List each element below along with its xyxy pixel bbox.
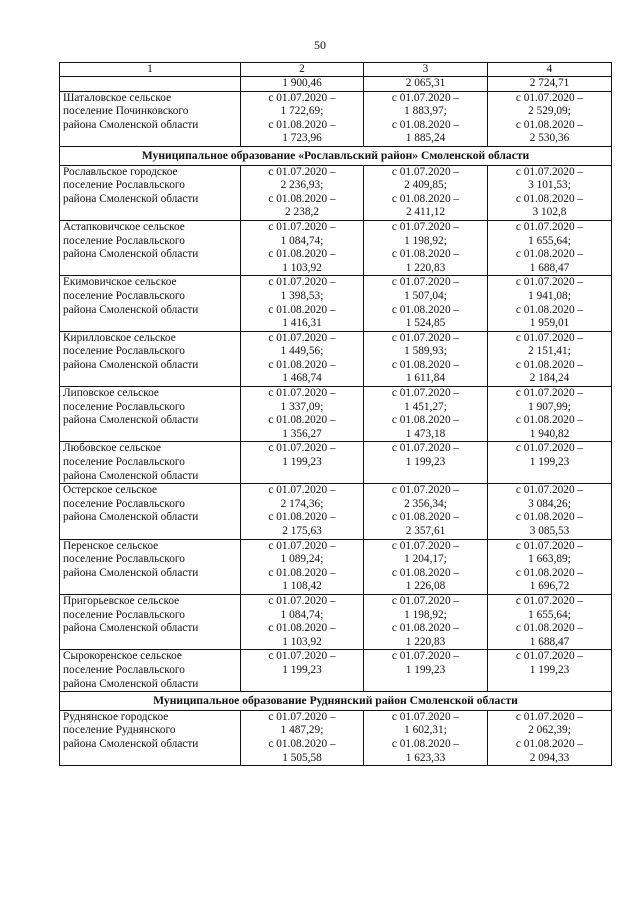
tariff-value-cell-col2 — [241, 710, 364, 765]
tariff-value-line: 1 722,69; — [280, 105, 324, 118]
tariff-value-line: 1 941,08; — [528, 289, 571, 302]
tariff-value-line: 1 198,92; — [404, 234, 447, 247]
tariff-value-line: 1 611,84 — [405, 372, 446, 385]
tariff-value-line: с 01.07.2020 – — [515, 91, 584, 104]
settlement-name-line: поселение Рославльского — [63, 456, 185, 469]
tariff-value-line: с 01.08.2020 – — [391, 118, 460, 131]
tariff-value-line: с 01.07.2020 – — [268, 484, 336, 497]
tariff-value-line: с 01.08.2020 – — [515, 192, 584, 205]
tariff-value-cell-col2 — [241, 165, 364, 220]
settlement-name-line: района Смоленской области — [63, 737, 199, 750]
tariff-value-line: с 01.07.2020 – — [268, 165, 336, 178]
tariff-value-cell-col3 — [364, 650, 488, 692]
tariff-value-line: с 01.08.2020 – — [268, 737, 336, 750]
tariff-value-line: с 01.08.2020 – — [391, 737, 460, 750]
tariff-value-line: 1 220,83 — [405, 261, 446, 274]
tariff-value-line: с 01.08.2020 – — [268, 622, 336, 635]
tariff-value-line: 1 688,47 — [529, 261, 570, 274]
tariff-value-line: с 01.08.2020 – — [268, 192, 336, 205]
tariff-value-line: 1 623,33 — [405, 751, 446, 764]
tariff-value-cell-col2 — [241, 77, 364, 92]
settlement-name-line: поселение Починковского — [63, 105, 189, 118]
tariff-value-line: 2 094,33 — [529, 751, 570, 764]
tariff-value-line: с 01.07.2020 – — [268, 539, 336, 552]
tariff-value-line: 2 409,85; — [404, 179, 447, 192]
tariff-value-line: с 01.08.2020 – — [515, 622, 584, 635]
tariff-value-line: с 01.07.2020 – — [391, 594, 460, 607]
tariff-value-line: 2 175,63 — [282, 525, 322, 537]
tariff-value-cell-col3 — [364, 594, 488, 649]
tariff-value-line: 1 468,74 — [282, 372, 322, 385]
settlement-name-line: поселение Рославльского — [63, 553, 185, 566]
tariff-value-cell-col3 — [364, 331, 488, 386]
tariff-value-line: 1 398,53; — [280, 289, 324, 302]
tariff-value-cell-col3 — [364, 387, 488, 442]
settlement-name-cell — [60, 77, 241, 92]
tariff-value-line: 2 356,34; — [404, 497, 447, 510]
tariff-value-line: с 01.07.2020 – — [391, 91, 460, 104]
tariff-value-cell-col3 — [364, 442, 488, 484]
tariff-value-line: 1 103,92 — [282, 635, 322, 648]
settlement-name-line: Екимовичское сельское — [63, 276, 177, 289]
settlement-name-line: района Смоленской области — [63, 118, 199, 131]
tariff-value-line: 1 103,92 — [282, 261, 322, 274]
table-row — [60, 594, 612, 649]
settlement-name-line: поселение Рославльского — [63, 179, 185, 192]
tariff-value-cell-col3 — [364, 91, 488, 146]
tariff-value-line: с 01.08.2020 – — [391, 622, 460, 635]
tariff-value-line: с 01.08.2020 – — [515, 248, 584, 261]
tariff-value-line: с 01.08.2020 – — [515, 737, 584, 750]
table-row — [60, 710, 612, 765]
tariff-value-cell-col2 — [241, 539, 364, 594]
tariff-value-line: с 01.07.2020 – — [515, 539, 584, 552]
tariff-value-cell-col4 — [488, 387, 612, 442]
tariff-value-cell-col2 — [241, 650, 364, 692]
tariff-value-cell-col4 — [488, 165, 612, 220]
settlement-name-line: Кирилловское сельское — [63, 331, 176, 344]
tariff-value-line: 2 065,31 — [405, 77, 446, 89]
tariff-value-line: с 01.08.2020 – — [515, 303, 584, 316]
tariff-value-line: с 01.07.2020 – — [268, 91, 336, 104]
page-number: 50 — [314, 38, 326, 52]
column-number-row — [60, 63, 612, 77]
table-row — [60, 539, 612, 594]
settlement-name-cell — [60, 276, 241, 331]
tariff-value-line: 1 655,64; — [528, 608, 571, 621]
tariff-value-cell-col3 — [364, 484, 488, 539]
settlement-name-cell — [60, 594, 241, 649]
tariff-value-cell-col3 — [364, 539, 488, 594]
tariff-value-cell-col4 — [488, 220, 612, 275]
tariff-value-line: 1 199,23 — [405, 456, 446, 469]
settlement-name-line: Липовское сельское — [63, 387, 159, 400]
tariff-value-line: 2 357,61 — [405, 525, 446, 537]
tariff-value-line: 1 602,31; — [404, 724, 447, 737]
tariff-value-line: 1 204,17; — [404, 553, 447, 566]
settlement-name-cell — [60, 484, 241, 539]
tariff-value-line: с 01.07.2020 – — [391, 220, 460, 233]
tariff-value-line: 3 085,53 — [529, 525, 570, 537]
tariff-value-line: с 01.07.2020 – — [391, 387, 460, 400]
tariff-value-cell-col2 — [241, 442, 364, 484]
tariff-value-line: 2 724,71 — [529, 77, 570, 89]
tariff-value-cell-col4 — [488, 331, 612, 386]
settlement-name-line: района Смоленской области — [63, 248, 199, 261]
settlement-name-line: поселение Рославльского — [63, 234, 185, 247]
tariff-value-line: с 01.07.2020 – — [268, 220, 336, 233]
tariff-value-line: 1 089,24; — [280, 553, 324, 566]
tariff-value-line: с 01.07.2020 – — [268, 442, 336, 455]
tariff-value-line: 3 101,53; — [528, 179, 571, 192]
tariff-value-line: с 01.07.2020 – — [391, 331, 460, 344]
settlement-name-cell — [60, 387, 241, 442]
settlement-name-line: района Смоленской области — [63, 358, 199, 371]
column-number-4: 4 — [488, 63, 612, 77]
tariff-value-line: 1 507,04; — [404, 289, 447, 302]
tariff-value-line: с 01.08.2020 – — [515, 414, 584, 427]
settlement-name-line: Сырокоренское сельское — [63, 650, 182, 663]
tariff-value-line: с 01.07.2020 – — [515, 710, 584, 723]
tariff-value-line: с 01.08.2020 – — [391, 303, 460, 316]
table-row — [60, 650, 612, 692]
tariff-table — [59, 62, 612, 766]
tariff-value-cell-col4 — [488, 594, 612, 649]
tariff-value-line: с 01.07.2020 – — [515, 276, 584, 289]
tariff-value-line: с 01.08.2020 – — [515, 511, 584, 524]
tariff-value-line: с 01.08.2020 – — [391, 358, 460, 371]
settlement-name-line: района Смоленской области — [63, 566, 199, 579]
tariff-value-line: 1 885,24 — [405, 132, 446, 145]
tariff-value-cell-col3 — [364, 710, 488, 765]
tariff-value-line: 1 199,23 — [529, 456, 570, 469]
tariff-value-line: 2 236,93; — [280, 179, 324, 192]
column-number-1: 1 — [60, 63, 241, 77]
tariff-value-line: 3 102,8 — [532, 206, 567, 219]
tariff-value-line: с 01.08.2020 – — [268, 358, 336, 371]
tariff-value-line: с 01.08.2020 – — [515, 566, 584, 579]
settlement-name-line: района Смоленской области — [63, 192, 199, 205]
tariff-value-line: с 01.07.2020 – — [515, 331, 584, 344]
tariff-value-line: 1 505,58 — [282, 751, 322, 764]
tariff-value-cell-col2 — [241, 331, 364, 386]
settlement-name-line: поселение Рославльского — [63, 345, 185, 358]
tariff-value-line: с 01.07.2020 – — [268, 710, 336, 723]
tariff-value-line: 1 589,93; — [404, 345, 447, 358]
settlement-name-line: поселение Руднянского — [63, 724, 176, 737]
tariff-value-line: 1 199,23 — [282, 663, 322, 676]
settlement-name-cell — [60, 331, 241, 386]
settlement-name-line: Пригорьевское сельское — [63, 594, 180, 607]
tariff-value-line: 1 084,74; — [280, 234, 324, 247]
section-title: Муниципальное образование «Рославльский район» Смоленской области — [60, 146, 612, 165]
tariff-value-line: с 01.08.2020 – — [391, 566, 460, 579]
tariff-value-cell-col4 — [488, 650, 612, 692]
tariff-value-line: с 01.08.2020 – — [268, 303, 336, 316]
tariff-value-line: с 01.08.2020 – — [391, 511, 460, 524]
tariff-value-line: с 01.07.2020 – — [515, 387, 584, 400]
tariff-value-line: 1 084,74; — [280, 608, 324, 621]
tariff-value-line: с 01.07.2020 – — [268, 387, 336, 400]
tariff-value-line: 1 220,83 — [405, 635, 446, 648]
settlement-name-line: поселение Рославльского — [63, 289, 185, 302]
tariff-value-line: с 01.07.2020 – — [391, 442, 460, 455]
settlement-name-cell — [60, 539, 241, 594]
tariff-value-line: 2 530,36 — [529, 132, 570, 145]
settlement-name-cell — [60, 165, 241, 220]
settlement-name-line: района Смоленской области — [63, 414, 199, 427]
tariff-value-line: 2 151,41; — [528, 345, 571, 358]
tariff-value-line: с 01.07.2020 – — [515, 484, 584, 497]
tariff-value-line: с 01.08.2020 – — [268, 511, 336, 524]
tariff-value-cell-col2 — [241, 594, 364, 649]
tariff-value-line: с 01.07.2020 – — [391, 710, 460, 723]
tariff-value-cell-col4 — [488, 539, 612, 594]
tariff-value-line: 1 226,08 — [405, 580, 446, 593]
tariff-value-line: с 01.08.2020 – — [391, 248, 460, 261]
tariff-value-line: с 01.07.2020 – — [268, 594, 336, 607]
tariff-value-cell-col4 — [488, 77, 612, 92]
settlement-name-line: района Смоленской области — [63, 677, 199, 690]
tariff-value-line: 1 487,29; — [280, 724, 324, 737]
tariff-value-cell-col4 — [488, 276, 612, 331]
settlement-name-line: поселение Рославльского — [63, 400, 185, 413]
tariff-value-line: с 01.07.2020 – — [268, 276, 336, 289]
tariff-value-line: 1 337,09; — [280, 400, 324, 413]
table-row — [60, 387, 612, 442]
tariff-value-line: 1 940,82 — [529, 427, 570, 440]
tariff-value-line: с 01.07.2020 – — [515, 220, 584, 233]
settlement-name-line: района Смоленской области — [63, 622, 199, 635]
tariff-value-cell-col2 — [241, 91, 364, 146]
tariff-value-line: 3 084,26; — [528, 497, 571, 510]
tariff-value-cell-col2 — [241, 387, 364, 442]
tariff-value-line: 2 062,39; — [528, 724, 571, 737]
tariff-value-line: с 01.08.2020 – — [268, 566, 336, 579]
settlement-name-line: района Смоленской области — [63, 511, 199, 524]
tariff-value-cell-col2 — [241, 220, 364, 275]
tariff-value-cell-col3 — [364, 77, 488, 92]
tariff-value-line: с 01.07.2020 – — [515, 594, 584, 607]
tariff-value-line: 2 411,12 — [405, 206, 446, 219]
tariff-value-line: 2 184,24 — [529, 372, 570, 385]
settlement-name-line: Любовское сельское — [63, 442, 162, 455]
tariff-value-line: 2 529,09; — [528, 105, 571, 118]
table-row — [60, 220, 612, 275]
table-row — [60, 484, 612, 539]
tariff-value-line: 2 238,2 — [285, 206, 319, 219]
tariff-value-line: 1 959,01 — [529, 317, 570, 330]
tariff-value-line: 1 416,31 — [282, 317, 322, 330]
tariff-value-cell-col4 — [488, 442, 612, 484]
tariff-value-line: с 01.08.2020 – — [268, 414, 336, 427]
settlement-name-cell — [60, 710, 241, 765]
tariff-value-line: 1 688,47 — [529, 635, 570, 648]
tariff-value-line: с 01.08.2020 – — [268, 248, 336, 261]
tariff-value-line: с 01.07.2020 – — [268, 650, 336, 663]
tariff-value-line: с 01.08.2020 – — [268, 118, 336, 131]
tariff-value-line: с 01.08.2020 – — [391, 192, 460, 205]
tariff-value-line: 1 473,18 — [405, 427, 446, 440]
tariff-value-line: с 01.07.2020 – — [391, 650, 460, 663]
table-row — [60, 442, 612, 484]
tariff-value-line: с 01.07.2020 – — [515, 165, 584, 178]
tariff-value-line: 1 199,23 — [282, 456, 322, 469]
tariff-value-line: 1 108,42 — [282, 580, 322, 593]
table-row — [60, 331, 612, 386]
tariff-value-line: с 01.07.2020 – — [391, 539, 460, 552]
settlement-name-line: Рославльское городское — [63, 165, 178, 178]
table-row — [60, 165, 612, 220]
tariff-value-line: 1 449,56; — [280, 345, 324, 358]
settlement-name-line: Шаталовское сельское — [63, 91, 172, 104]
settlement-name-cell — [60, 91, 241, 146]
tariff-value-line: с 01.08.2020 – — [515, 118, 584, 131]
tariff-value-line: с 01.07.2020 – — [391, 165, 460, 178]
section-title: Муниципальное образование Руднянский район Смоленской области — [60, 692, 612, 711]
tariff-value-line: 1 199,23 — [405, 663, 446, 676]
table-row — [60, 91, 612, 146]
tariff-value-line: 1 900,46 — [282, 77, 322, 89]
settlement-name-line: Астапковичское сельское — [63, 220, 185, 233]
tariff-value-cell-col3 — [364, 165, 488, 220]
settlement-name-line: поселение Рославльского — [63, 497, 185, 510]
tariff-value-line: 1 451,27; — [404, 400, 447, 413]
tariff-value-line: 1 883,97; — [404, 105, 447, 118]
tariff-value-line: 1 198,92; — [404, 608, 447, 621]
settlement-name-line: поселение Рославльского — [63, 608, 185, 621]
settlement-name-cell — [60, 650, 241, 692]
tariff-value-line: 1 356,27 — [282, 427, 322, 440]
column-number-3: 3 — [364, 63, 488, 77]
tariff-value-line: 2 174,36; — [280, 497, 324, 510]
settlement-name-cell — [60, 442, 241, 484]
settlement-name-line: Остерское сельское — [63, 484, 158, 497]
section-header-row — [60, 692, 612, 711]
tariff-value-cell-col3 — [364, 276, 488, 331]
settlement-name-line: Руднянское городское — [63, 710, 169, 723]
tariff-value-line: 1 907,99; — [528, 400, 571, 413]
column-number-2: 2 — [241, 63, 364, 77]
table-row — [60, 276, 612, 331]
settlement-name-cell — [60, 220, 241, 275]
tariff-value-line: с 01.07.2020 – — [515, 442, 584, 455]
settlement-name-line: поселение Рославльского — [63, 663, 185, 676]
tariff-value-cell-col3 — [364, 220, 488, 275]
settlement-name-line: района Смоленской области — [63, 469, 199, 482]
tariff-value-line: 1 696,72 — [529, 580, 570, 593]
tariff-value-line: с 01.07.2020 – — [268, 331, 336, 344]
tariff-value-line: с 01.08.2020 – — [515, 358, 584, 371]
tariff-value-line: 1 663,89; — [528, 553, 571, 566]
tariff-value-line: с 01.08.2020 – — [391, 414, 460, 427]
table-row — [60, 77, 612, 92]
settlement-name-line: района Смоленской области — [63, 303, 199, 316]
tariff-value-line: с 01.07.2020 – — [391, 276, 460, 289]
section-header-row — [60, 146, 612, 165]
tariff-value-cell-col4 — [488, 91, 612, 146]
tariff-value-cell-col2 — [241, 276, 364, 331]
tariff-value-cell-col2 — [241, 484, 364, 539]
tariff-value-line: с 01.07.2020 – — [515, 650, 584, 663]
tariff-value-line: 1 524,85 — [405, 317, 446, 330]
tariff-value-line: с 01.07.2020 – — [391, 484, 460, 497]
tariff-value-line: 1 723,96 — [282, 132, 322, 145]
tariff-value-cell-col4 — [488, 710, 612, 765]
tariff-value-line: 1 199,23 — [529, 663, 570, 676]
settlement-name-line: Перенское сельское — [63, 539, 159, 552]
tariff-value-line: 1 655,64; — [528, 234, 571, 247]
tariff-value-cell-col4 — [488, 484, 612, 539]
